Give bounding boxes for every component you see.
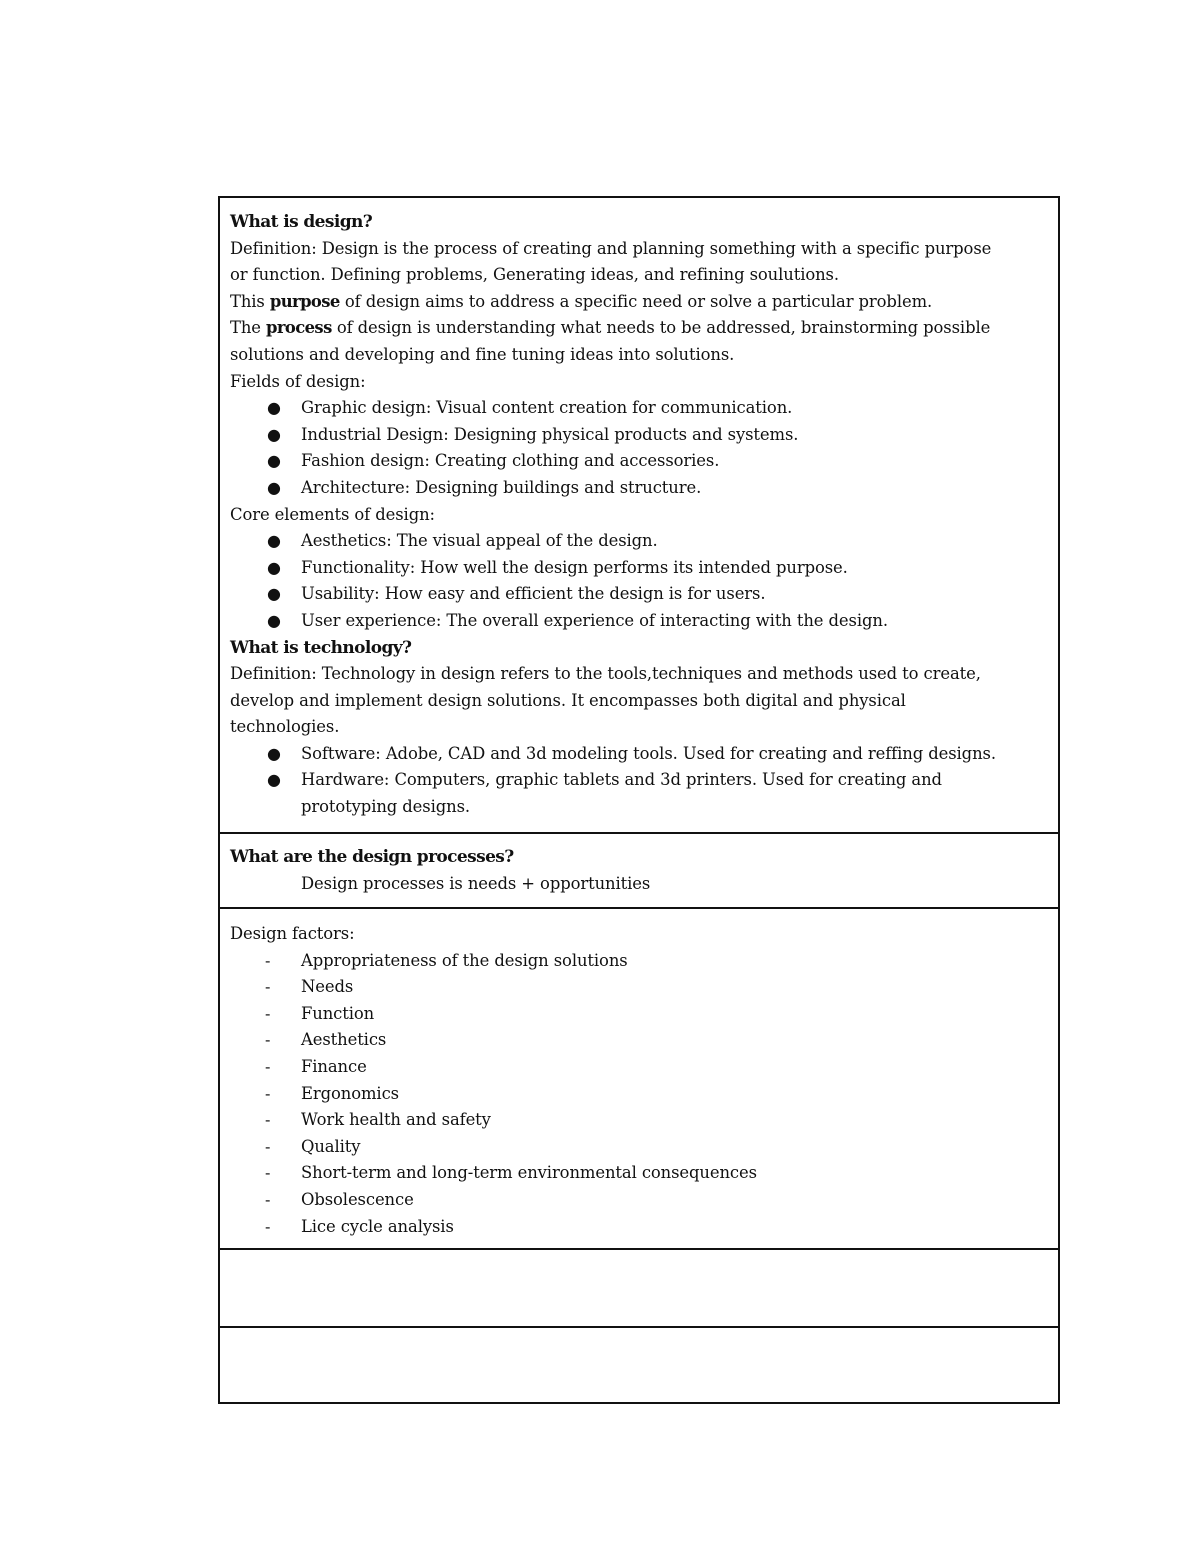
list-item bbox=[230, 741, 1048, 768]
factor-text: Needs bbox=[301, 977, 354, 997]
list-item bbox=[230, 974, 1048, 1001]
dash-icon: - bbox=[265, 1030, 271, 1050]
list-item bbox=[230, 1081, 1048, 1108]
purpose-bold-word: purpose bbox=[269, 291, 340, 311]
design-process-line-2: solutions and developing and fine tuning ideas into solutions. bbox=[230, 344, 735, 364]
list-item bbox=[230, 1107, 1048, 1134]
purpose-suffix: of design aims to address a specific need or solve a particular problem. bbox=[339, 291, 933, 311]
list-item bbox=[230, 395, 1048, 422]
dash-icon: - bbox=[265, 1189, 271, 1209]
factor-text: Appropriateness of the design solutions bbox=[301, 950, 628, 970]
design-definition-line-1: Definition: Design is the process of creating and planning something with a specific purpose bbox=[230, 238, 992, 258]
list-item bbox=[230, 448, 1048, 475]
field-text: Graphic design: Visual content creation for communication. bbox=[301, 398, 793, 418]
list-item bbox=[230, 948, 1048, 975]
list-item bbox=[230, 1054, 1048, 1081]
list-item bbox=[230, 475, 1048, 502]
dash-icon: - bbox=[265, 1163, 271, 1183]
list-item bbox=[230, 1001, 1048, 1028]
factor-text: Short-term and long-term environmental consequences bbox=[301, 1163, 757, 1183]
design-factors-list bbox=[230, 948, 1048, 1241]
factor-text: Finance bbox=[301, 1056, 367, 1076]
design-purpose-line bbox=[230, 289, 1048, 316]
technology-item-text-continued: prototyping designs. bbox=[301, 797, 471, 817]
dash-icon: - bbox=[265, 1136, 271, 1156]
design-definition-line-2: or function. Defining problems, Generating ideas, and refining soulutions. bbox=[230, 265, 839, 285]
dash-icon: - bbox=[265, 977, 271, 997]
notes-table bbox=[218, 196, 1060, 1404]
dash-icon: - bbox=[265, 1216, 271, 1236]
factor-text: Obsolescence bbox=[301, 1189, 414, 1209]
dash-icon: - bbox=[265, 950, 271, 970]
technology-list bbox=[230, 741, 1048, 821]
field-text: Fashion design: Creating clothing and accessories. bbox=[301, 451, 720, 471]
design-factors-label: Design factors: bbox=[230, 924, 355, 943]
technology-definition-line-3: technologies. bbox=[230, 717, 340, 737]
fields-of-design-label: Fields of design: bbox=[230, 371, 366, 391]
bullet-icon: ● bbox=[267, 424, 281, 444]
list-item bbox=[230, 581, 1048, 608]
list-item bbox=[230, 1027, 1048, 1054]
process-prefix: The bbox=[230, 318, 266, 338]
technology-definition-line-1: Definition: Technology in design refers to the tools,techniques and methods used to create, bbox=[230, 664, 981, 684]
technology-item-text: Hardware: Computers, graphic tablets and 3d printers. Used for creating and bbox=[301, 770, 942, 790]
fields-of-design-list bbox=[230, 395, 1048, 501]
core-element-text: Usability: How easy and efficient the design is for users. bbox=[301, 584, 766, 604]
list-item bbox=[230, 1134, 1048, 1161]
dash-icon: - bbox=[265, 1110, 271, 1130]
design-definition-cell bbox=[220, 198, 1058, 832]
factor-text: Work health and safety bbox=[301, 1110, 491, 1130]
technology-definition-line-2: develop and implement design solutions. It encompasses both digital and physical bbox=[230, 690, 906, 710]
list-item bbox=[230, 528, 1048, 555]
process-suffix: of design is understanding what needs to be addressed, brainstorming possible bbox=[331, 318, 991, 338]
dash-icon: - bbox=[265, 1056, 271, 1076]
factor-text: Lice cycle analysis bbox=[301, 1216, 454, 1236]
factor-text: Ergonomics bbox=[301, 1083, 399, 1103]
core-element-text: User experience: The overall experience of interacting with the design. bbox=[301, 610, 888, 630]
list-item bbox=[230, 555, 1048, 582]
bullet-icon: ● bbox=[267, 610, 281, 630]
what-is-design-heading: What is design? bbox=[230, 212, 373, 232]
design-process-line bbox=[230, 315, 1048, 342]
core-elements-list bbox=[230, 528, 1048, 634]
bullet-icon: ● bbox=[267, 477, 281, 497]
factor-text: Aesthetics bbox=[301, 1030, 387, 1050]
design-processes-text: Design processes is needs + opportunities bbox=[301, 873, 651, 893]
core-element-text: Aesthetics: The visual appeal of the design. bbox=[301, 531, 658, 551]
dash-icon: - bbox=[265, 1003, 271, 1023]
bullet-icon: ● bbox=[267, 531, 281, 551]
bullet-icon: ● bbox=[267, 557, 281, 577]
dash-icon: - bbox=[265, 1083, 271, 1103]
process-bold-word: process bbox=[266, 318, 332, 338]
list-item bbox=[230, 1187, 1048, 1214]
list-item bbox=[230, 1160, 1048, 1187]
design-processes-cell bbox=[220, 832, 1058, 907]
empty-cell bbox=[220, 1326, 1058, 1404]
design-factors-cell bbox=[220, 907, 1058, 1248]
bullet-icon: ● bbox=[267, 584, 281, 604]
design-processes-heading: What are the design processes? bbox=[230, 847, 514, 867]
list-item bbox=[230, 422, 1048, 449]
factor-text: Function bbox=[301, 1003, 375, 1023]
list-item bbox=[230, 1214, 1048, 1241]
what-is-technology-heading: What is technology? bbox=[230, 637, 412, 658]
technology-item-text: Software: Adobe, CAD and 3d modeling tools. Used for creating and reffing designs. bbox=[301, 743, 996, 763]
core-element-text: Functionality: How well the design performs its intended purpose. bbox=[301, 557, 848, 577]
field-text: Industrial Design: Designing physical products and systems. bbox=[301, 424, 799, 444]
bullet-icon: ● bbox=[267, 743, 281, 763]
list-item bbox=[230, 608, 1048, 635]
purpose-prefix: This bbox=[230, 291, 270, 311]
bullet-icon: ● bbox=[267, 398, 281, 418]
core-elements-label: Core elements of design: bbox=[230, 504, 435, 524]
bullet-icon: ● bbox=[267, 451, 281, 471]
bullet-icon: ● bbox=[267, 770, 281, 790]
list-item bbox=[230, 767, 1048, 820]
empty-cell bbox=[220, 1248, 1058, 1326]
factor-text: Quality bbox=[301, 1136, 361, 1156]
field-text: Architecture: Designing buildings and structure. bbox=[301, 477, 702, 497]
